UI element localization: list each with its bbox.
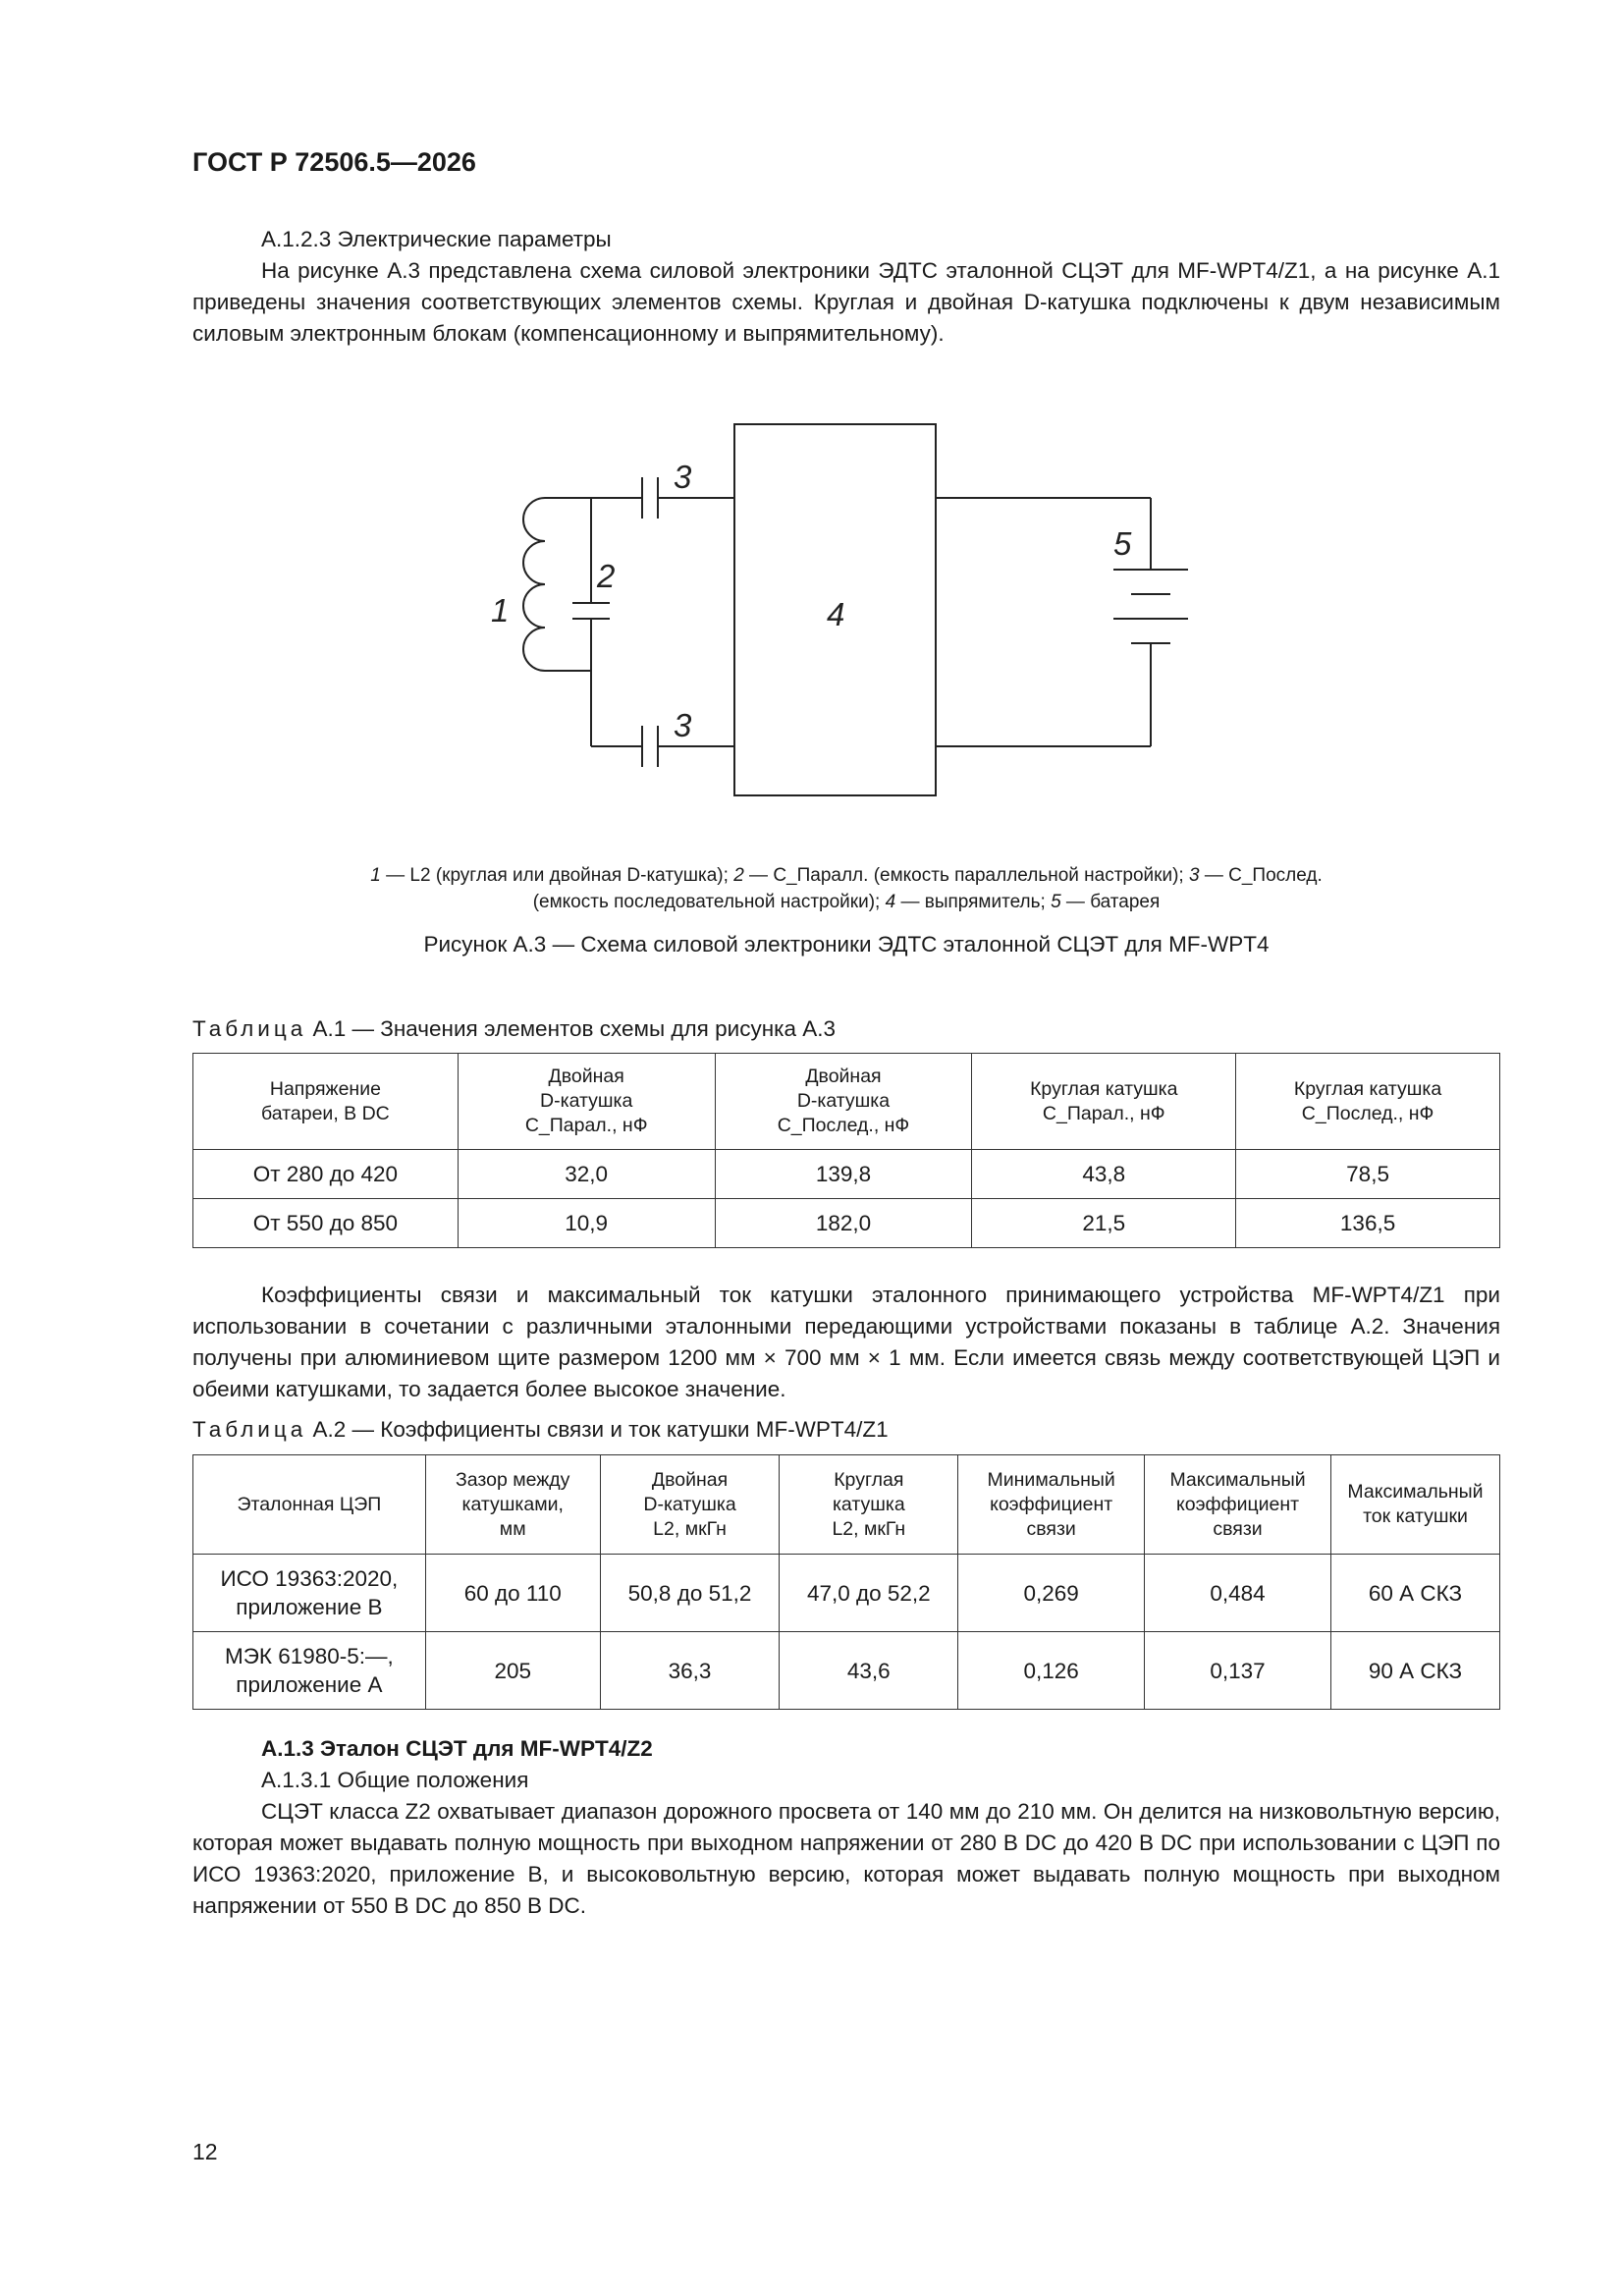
document-code: ГОСТ Р 72506.5—2026	[192, 147, 476, 177]
section-heading-a131: А.1.3.1 Общие положения	[261, 1768, 529, 1792]
table-header-row	[193, 1455, 1500, 1555]
table-cell: 205	[425, 1632, 600, 1710]
label-battery: 5	[1113, 525, 1132, 562]
table-row	[193, 1555, 1500, 1632]
table-cell: От 550 до 850	[193, 1199, 459, 1248]
table-a2	[192, 1454, 1500, 1710]
table-cell: 60 А СКЗ	[1331, 1555, 1500, 1632]
table-cell: 0,126	[958, 1632, 1145, 1710]
table-header-cell: Круглая катушка L2, мкГн	[780, 1455, 958, 1555]
table-header-cell: Максимальный ток катушки	[1331, 1455, 1500, 1555]
table-a1-caption: Таблица А.1 — Значения элементов схемы для рисунка А.3	[192, 1016, 836, 1041]
table-header-cell: Двойная D-катушка C_Послед., нФ	[715, 1054, 972, 1150]
section-a13	[192, 1733, 1500, 1922]
circuit-diagram	[471, 408, 1217, 810]
section-a13-paragraph: СЦЭТ класса Z2 охватывает диапазон дорожного просвета от 140 мм до 210 мм. Он делится на низковольтную версию, которая может выдавать полную мощность при выходном напряжении от 280 В DC до 420 В DC при использовании с ЦЭП по ИСО 19363:2020, приложение В, и высоковольтную версию, которая может выдавать полную мощность при выходном напряжении от 550 В DC до 850 В DC.	[192, 1799, 1500, 1918]
table-cell: 0,269	[958, 1555, 1145, 1632]
label-coil: 1	[491, 592, 510, 629]
table-header-cell: Круглая катушка C_Парал., нФ	[972, 1054, 1236, 1150]
coupling-paragraph: Коэффициенты связи и максимальный ток катушки эталонного принимающего устройства MF-WPT4/Z1 при использовании в сочетании с различными эталонными передающими устройствами показаны в таблице А.2. Значения получены при алюминиевом щите размером 1200 мм × 700 мм × 1 мм. Если имеется связь между соответствующей ЦЭП и обеими катушками, то задается более высокое значение.	[192, 1283, 1500, 1401]
table-cell: 0,137	[1145, 1632, 1331, 1710]
figure-caption: Рисунок А.3 — Схема силовой электроники ЭДТС эталонной СЦЭТ для MF-WPT4	[423, 932, 1270, 957]
section-heading-a123: А.1.2.3 Электрические параметры	[261, 227, 612, 251]
coupling-section	[192, 1280, 1500, 1405]
table-cell: 139,8	[715, 1150, 972, 1199]
table-cell: 50,8 до 51,2	[600, 1555, 780, 1632]
table-header-cell: Двойная D-катушка L2, мкГн	[600, 1455, 780, 1555]
section-heading-a13: А.1.3 Эталон СЦЭТ для MF-WPT4/Z2	[261, 1736, 653, 1761]
table-header-cell: Максимальный коэффициент связи	[1145, 1455, 1331, 1555]
table-header-cell: Минимальный коэффициент связи	[958, 1455, 1145, 1555]
table-a2-caption: Таблица А.2 — Коэффициенты связи и ток катушки MF-WPT4/Z1	[192, 1417, 889, 1442]
table-cell: 0,484	[1145, 1555, 1331, 1632]
table-header-cell: Напряжение батареи, В DC	[193, 1054, 459, 1150]
label-parallel-cap: 2	[597, 558, 616, 594]
table-cell: 60 до 110	[425, 1555, 600, 1632]
intro-section	[192, 224, 1500, 350]
table-cell: 136,5	[1236, 1199, 1500, 1248]
table-cell: 43,6	[780, 1632, 958, 1710]
table-cell: 36,3	[600, 1632, 780, 1710]
table-cell: 47,0 до 52,2	[780, 1555, 958, 1632]
table-row	[193, 1150, 1500, 1199]
label-series-cap-bottom: 3	[674, 707, 692, 743]
table-header-cell: Эталонная ЦЭП	[193, 1455, 426, 1555]
table-cell: 10,9	[458, 1199, 715, 1248]
label-series-cap-top: 3	[674, 459, 692, 495]
table-cell: МЭК 61980-5:—, приложение А	[193, 1632, 426, 1710]
table-header-cell: Круглая катушка C_Послед., нФ	[1236, 1054, 1500, 1150]
table-header-row	[193, 1054, 1500, 1150]
table-row	[193, 1199, 1500, 1248]
coil-symbol	[523, 498, 545, 671]
figure-legend-line-2: (емкость последовательной настройки); 4 — выпрямитель; 5 — батарея	[532, 892, 1161, 912]
figure-legend-line-1: 1 — L2 (круглая или двойная D-катушка); 2 — C_Паралл. (емкость параллельной настройки); 3 — C_Послед.	[370, 865, 1323, 886]
table-cell: От 280 до 420	[193, 1150, 459, 1199]
table-cell: 32,0	[458, 1150, 715, 1199]
page-number: 12	[192, 2139, 218, 2164]
figure-legend	[192, 862, 1500, 915]
table-cell: 43,8	[972, 1150, 1236, 1199]
intro-paragraph: На рисунке А.3 представлена схема силовой электроники ЭДТС эталонной СЦЭТ для MF-WPT4/Z1, а на рисунке А.1 приведены значения соответствующих элементов схемы. Круглая и двойная D-катушка подключены к двум независимым силовым электронным блокам (компенсационному и выпрямительному).	[192, 258, 1500, 346]
table-header-cell: Зазор между катушками, мм	[425, 1455, 600, 1555]
table-cell: 78,5	[1236, 1150, 1500, 1199]
label-rectifier: 4	[827, 596, 845, 632]
table-cell: 182,0	[715, 1199, 972, 1248]
table-row	[193, 1632, 1500, 1710]
table-cell: 90 А СКЗ	[1331, 1632, 1500, 1710]
table-header-cell: Двойная D-катушка C_Парал., нФ	[458, 1054, 715, 1150]
table-cell: ИСО 19363:2020, приложение В	[193, 1555, 426, 1632]
table-a1	[192, 1053, 1500, 1248]
table-cell: 21,5	[972, 1199, 1236, 1248]
